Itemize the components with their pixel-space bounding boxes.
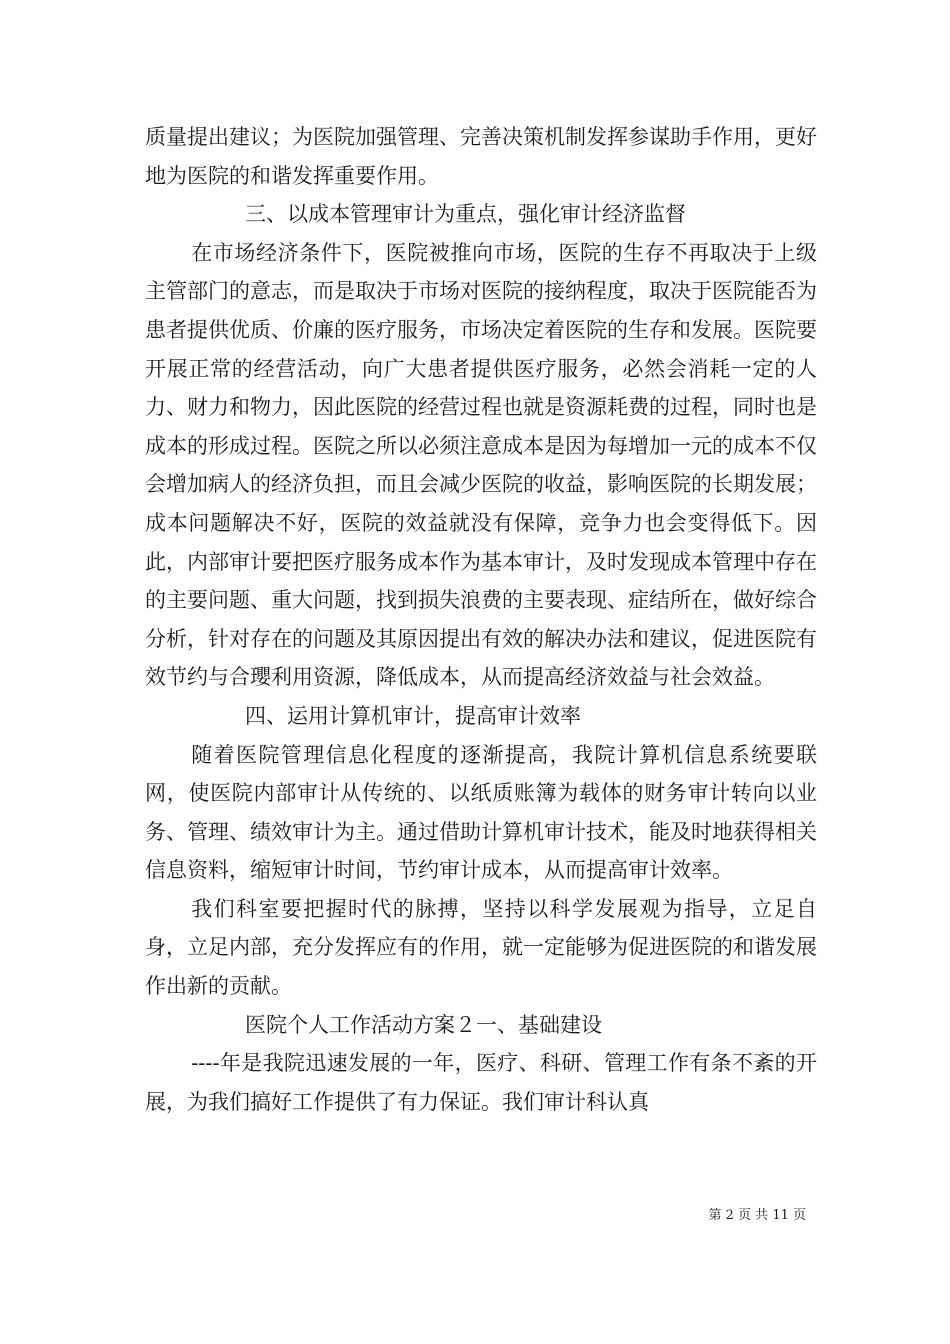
section-heading: 三、以成本管理审计为重点，强化审计经济监督 [245, 202, 686, 227]
section-heading: 医院个人工作活动方案２一、基础建设 [245, 1012, 602, 1037]
document-body [145, 118, 817, 1121]
body-paragraph: 我们科室要把握时代的脉搏，坚持以科学发展观为指导，立足自身，立足内部，充分发挥应有的作用，就一定能够为促进医院的和谐发展作出新的贡献。 [145, 896, 817, 999]
body-paragraph: 在市场经济条件下，医院被推向市场，医院的生存不再取决于上级主管部门的意志，而是取决于市场对医院的接纳程度，取决于医院能否为患者提供优质、价廉的医疗服务，市场决定着医院的生存和发展。医院要开展正常的经营活动，向广大患者提供医疗服务，必然会消耗一定的人力、财力和物力，因此医院的经营过程也就是资源耗费的过程，同时也是成本的形成过程。医院之所以必须注意成本是因为每增加一元的成本不仅会增加病人的经济负担，而且会减少医院的收益，影响医院的长期发展；成本问题解决不好，医院的效益就没有保障，竞争力也会变得低下。因此，内部审计要把医疗服务成本作为基本审计，及时发现成本管理中存在的主要问题、重大问题，找到损失浪费的主要表现、症结所在，做好综合分析，针对存在的问题及其原因提出有效的解决办法和建议，促进医院有效节约与合瓔利用资源，降低成本，从而提高经济效益与社会效益。 [145, 240, 817, 690]
page-number-footer: 第 2 页 共 11 页 [708, 1208, 806, 1223]
body-paragraph: ----年是我院迅速发展的一年，医疗、科研、管理工作有条不紊的开展，为我们搞好工作提供了有力保证。我们审计科认真 [145, 1051, 817, 1114]
body-paragraph: 质量提出建议；为医院加强管理、完善决策机制发挥参谋助手作用，更好地为医院的和谐发挥重要作用。 [145, 125, 817, 188]
section-heading: 四、运用计算机审计，提高审计效率 [245, 703, 581, 728]
body-paragraph: 随着医院管理信息化程度的逐渐提高，我院计算机信息系统要联网，使医院内部审计从传统的、以纸质账簿为载体的财务审计转向以业务、管理、绩效审计为主。通过借助计算机审计技术，能及时地获得相关信息资料，缩短审计时间，节约审计成本，从而提高审计效率。 [145, 742, 817, 883]
